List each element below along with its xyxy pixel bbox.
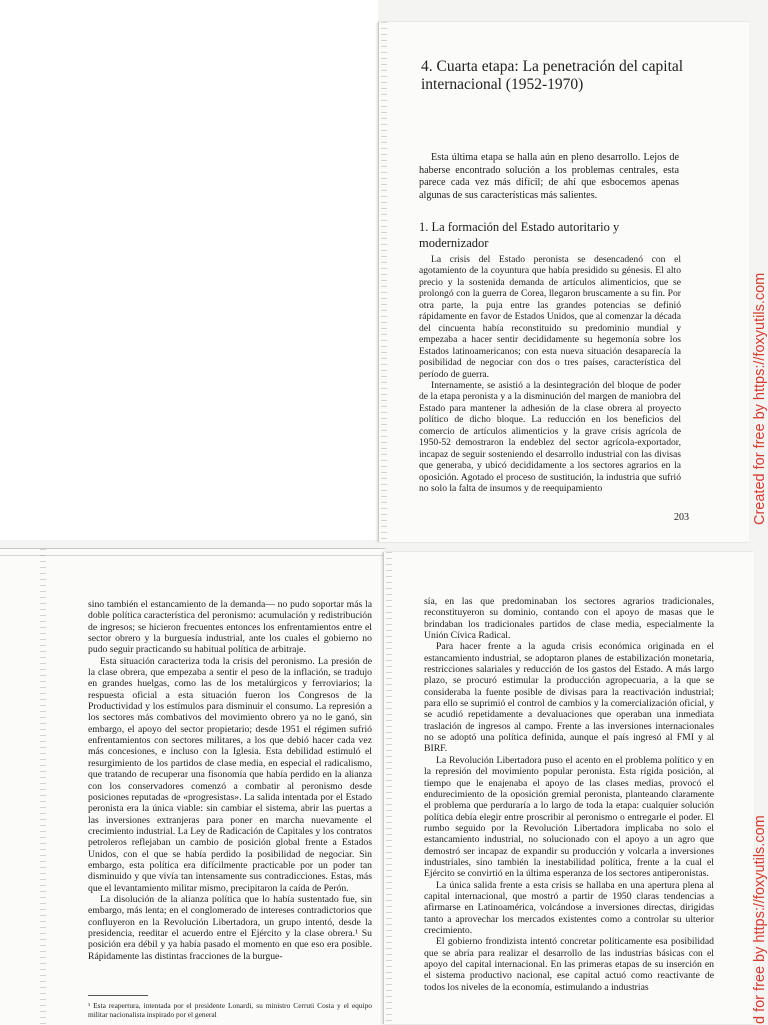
chapter-intro: Esta última etapa se halla aún en pleno desarrollo. Lejos de haberse encontrado solución a los problemas centrales, esta parece cada vez más difícil; de ahí que esbocemos apenas algunas de sus características más salientes. (419, 152, 679, 201)
footnote-rule (88, 995, 148, 996)
paragraph: La Revolución Libertadora puso el acento en el problema político y en la represión del movimiento popular peronista. Esta rígida posición, al tiempo que le enajenaba el apoyo de las clases medias, provocó el endurecimiento de la oposición gremial peronista, planteando claramente el problema que perduraría a lo largo de toda la etapa: cualquier solución política debía elegir entre proscribir al peronismo o entregarle el poder. El rumbo seguido por la Revolución Libertadora implicaba no solo el estancamiento industrial, no solucionado con el apoyo a un agro que demostró ser incapaz de expandir su producción y volcarla a inversiones industriales, sino también la inestabilidad política, frente a la cual el Ejército se convirtió en la última esperanza de los sectores antiperonistas. (424, 754, 714, 880)
paragraph: sino también el estancamiento de la demanda— no pudo soportar más la doble política característica del peronismo: acumulación y redistribución de ingresos; se hicieron frecuentes entonces los enfrentamientos entre el sector obrero y la burguesía industrial, ante los cuales el gobierno no pudo seguir practicando su habitual política de arbitraje. (88, 599, 372, 656)
blank-sheet-top-left (0, 0, 378, 540)
page-binding-edge (386, 552, 392, 1024)
paragraph: La disolución de la alianza política que lo había sustentado fue, sin embargo, más lenta; en el conglomerado de intereses contradictorios que confluyeron en la Revolución Libertadora, un grupo intentó, desde la presidencia, reeditar el acuerdo entre el Ejército y la clase obrera.¹ Su posición era débil y ya había pasado el momento en que eso era posible. Rápidamente las distintas fracciones de la burgue- (88, 893, 372, 962)
paragraph: Esta situación caracteriza toda la crisis del peronismo. La presión de la clase obrera, que empezaba a sentir el peso de la inflación, se tradujo en grandes huelgas, como las de los metalúrgicos y ferroviarios; la respuesta oficial a esta situación fueron los Congresos de la Productividad y los estímulos para disminuir el consumo. La represión a los sectores más combativos del movimiento obrero ya no le ganó, sin embargo, el apoyo del sector propietario; desde 1951 el régimen sufrió enfrentamientos con sectores militares, a los que debió hacer cada vez más concesiones, e incluso con la Iglesia. Esta debilidad estimuló el resurgimiento de los partidos de clase media, en especial el radicalismo, que tratando de recuperar una fisonomía que había perdido en la alianza con los conservadores comenzó a combatir al peronismo desde posiciones reputadas de «progresistas». La salida intentada por el Estado peronista era la única viable: sin cambiar el sistema, abrir las puertas a las inversiones extranjeras para poner en marcha nuevamente el crecimiento industrial. La Ley de Radicación de Capitales y los contratos petroleros reflejaban un cambio de posición global frente a Estados Unidos, con el que se había perdido la posibilidad de negociar. Sin embargo, esta política era difícilmente practicable por un poder tan disminuido y que vivía tan intensamente sus contradicciones. Estas, más que el levantamiento militar mismo, precipitaron la caída de Perón. (88, 655, 372, 894)
paragraph: La crisis del Estado peronista se desencadenó con el agotamiento de la coyuntura que había presidido su génesis. El alto precio y la sostenida demanda de artículos alimenticios, que se prolongó con la guerra de Corea, llegaron bruscamente a su fin. Por otra parte, la puja entre las grandes potencias se definió rápidamente en favor de Estados Unidos, que al comenzar la década del cincuenta había reconstituido su predominio mundial y empezaba a hacer sentir decididamente su hegemonía sobre los Estados latinoamericanos; con esta nueva situación desaparecía la posibilidad de negociar con dos o tres países, característica del período de guerra. (419, 254, 681, 380)
paragraph: Internamente, se asistió a la desintegración del bloque de poder de la etapa peronista y a la disminución del margen de maniobra del Estado para mantener la adhesión de la clase obrera al proyecto político de dicho bloque. La reducción en los beneficios del comercio de artículos alimenticios y la grave crisis agrícola de 1950-52 demostraron la endeblez del sector agrícola-exportador, incapaz de seguir sosteniendo el desarrollo industrial con las divisas que generaba, y ubicó decididamente a los sectores agrarios en la oposición. Agotado el proceso de sustitución, la industria que sufrió no solo la falta de insumos y de reequipamiento (419, 379, 681, 495)
body-text (424, 596, 714, 993)
watermark-text: d for free by https://foxyutils.com (752, 815, 768, 1024)
section-heading: 1. La formación del Estado autoritario y modernizador (419, 220, 620, 250)
page-203 (378, 22, 749, 542)
page-binding-edge (381, 22, 387, 542)
watermark-text: Created for free by https://foxyutils.com (752, 272, 768, 525)
page-binding-edge (40, 549, 46, 1025)
page-bottom-left (0, 548, 385, 1025)
paragraph: sía, en las que predominaban los sectores agrarios tradicionales, reconstituyeron su dominio, contando con el apoyo de masas que le brindaban los tradicionales partidos de clase media, especialmente la Unión Cívica Radical. (424, 596, 714, 642)
paragraph: Para hacer frente a la aguda crisis económica originada en el estancamiento industrial, se adoptaron planes de estabilización monetaria, restricciones salariales y reducción de los gastos del Estado. A más largo plazo, se procuró estimular la producción agropecuaria, a la que se consideraba la fuente posible de divisas para la reactivación industrial; para ello se suprimió el control de cambios y la comercialización oficial, y se acudió repetidamente a devaluaciones que operaban una inmediata traslación de ingresos al campo. Frente a las inversiones internacionales no se adoptó una política definida, aunque el país ingresó al FMI y al BIRF. (424, 641, 714, 755)
paragraph: La única salida frente a esta crisis se hallaba en una apertura plena al capital internacional, que mostró a partir de 1950 claras tendencias a afirmarse en Latinoamérica, volcándose a inversiones directas, dirigidas tanto a aprovechar los mercados existentes como a controlar su ulterior crecimiento. (424, 879, 714, 936)
body-text (419, 254, 681, 495)
scan-line (0, 555, 385, 556)
body-text (88, 599, 372, 962)
page-bottom-right (383, 552, 754, 1024)
chapter-heading: 4. Cuarta etapa: La penetración del capital internacional (1952-1970) (421, 58, 684, 93)
footnote: ¹ Esta reapertura, intentada por el presidente Lonardi, su ministro Cerruti Costa y el equipo militar nacionalista inspirado por el general (88, 1001, 372, 1019)
page-number: 203 (674, 512, 689, 523)
paragraph: El gobierno frondizista intentó concretar políticamente esa posibilidad que se abría para realizar el desarrollo de las industrias básicas con el apoyo del capital internacional. En las primeras etapas de su inserción en el sistema productivo nacional, ese capital actuó como reactivante de todos los niveles de la economía, estimulando a industrias (424, 936, 714, 993)
